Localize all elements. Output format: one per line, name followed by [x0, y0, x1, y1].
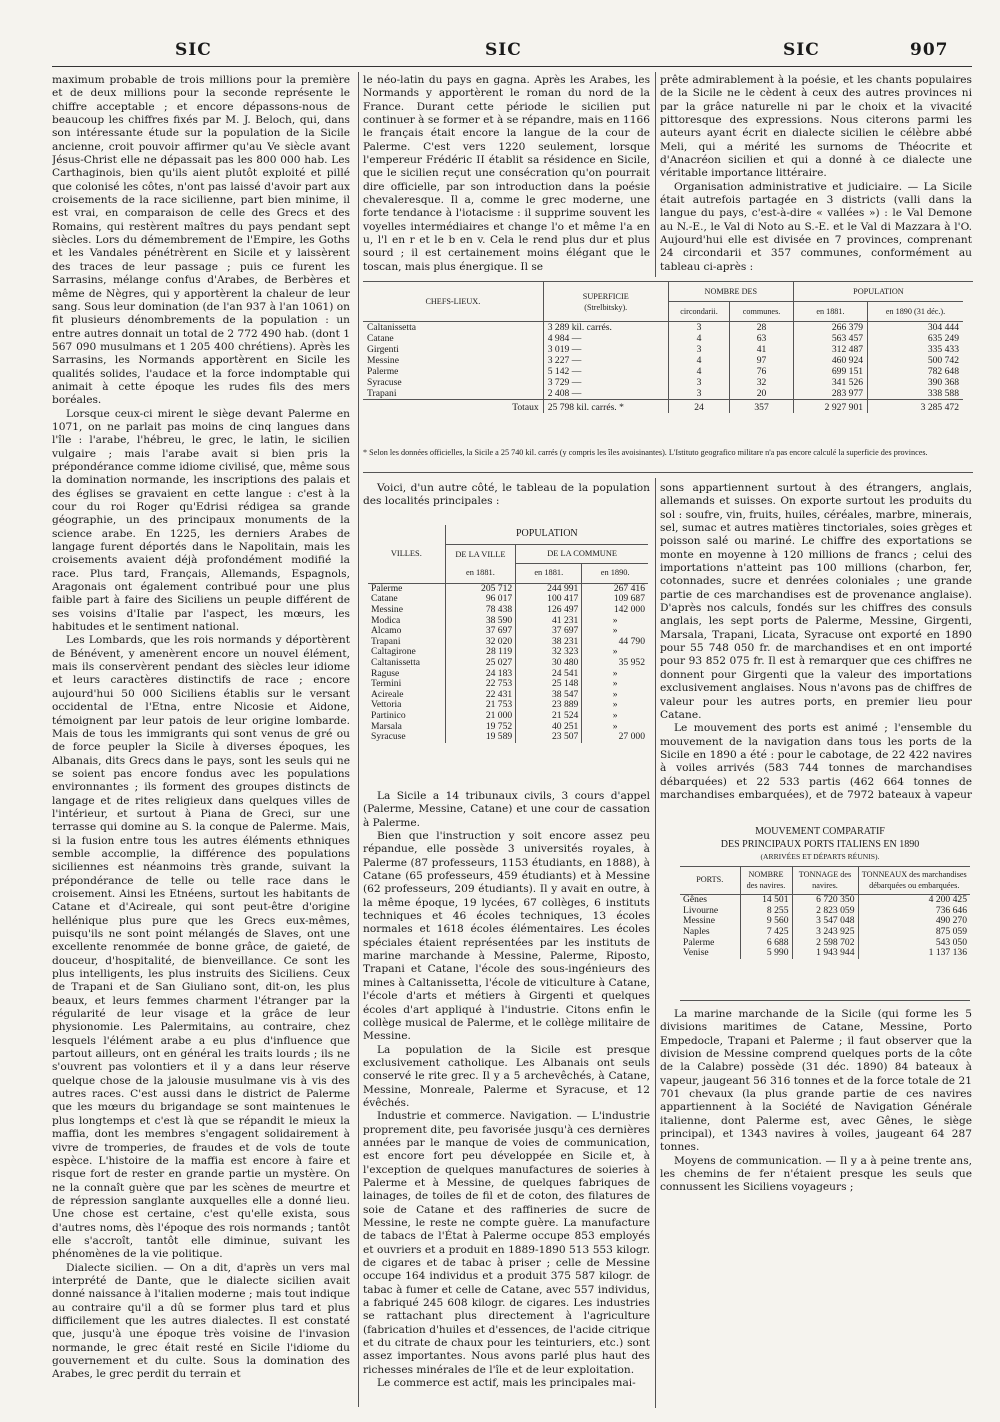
town-name: Acireale: [371, 688, 404, 700]
population-1881: 283 977: [793, 388, 867, 400]
town-name: Syracuse: [371, 731, 406, 743]
pop-commune-1890: 267 416: [582, 583, 648, 594]
paragraph: Organisation administrative et judiciaire. — La Sicile était autrefois partagée en 3 districts (valli dans la langue du pays, c'est-à-dire « vallées ») : le Val Demone au N.-E., le Val di Noto au S.-E. et le Val di Mazzara à l'O. Aujourd'hui elle est divisée en 7 provinces, comprenant 24 circondarii et 357 communes, conformément au tableau ci-après :: [660, 180, 972, 273]
population-1881: 266 379: [793, 322, 867, 334]
column-3-top: [660, 74, 972, 279]
paragraph: sons appartiennent surtout à des étrangers, anglais, allemands et suisses. On exporte surtout les produits du sol : soufre, vin, fruits, huiles, céréales, marbre, minerais, sel, sumac et autres matières tinctoriales, soies grèges et poisson salé ou mariné. Le chiffre des exportations se monte en moyenne à 120 millions de francs ; celui des importations n'atteint pas 100 millions (charbon, fer, cotonnades, sucre et denrées coloniales ; une grande partie de ces marchandises est de provenance anglaise). D'après nos calculs, fondés sur les chiffres des consuls anglais, les sept ports de Palerme, Messine, Girgenti, Marsala, Trapani, Licata, Syracuse ont exporté en 1890 pour 55 748 050 fr. de marchandises et en ont importé pour 93 852 075 fr. Il est à remarquer que ces chiffres ne donnent pour Girgenti que la valeur des importations exclusivement anglaises. Nous n'avons pas de chiffres de valeur pour les autres ports, en premier lieu pour Catane.: [660, 482, 972, 721]
running-head-left: SIC: [175, 40, 212, 60]
pop-ville-1881: 38 590: [445, 616, 516, 627]
circondarii: 3: [668, 377, 729, 388]
table-row: [363, 366, 963, 377]
population-1881: 563 457: [793, 333, 867, 344]
col-header-1881: en 1881.: [793, 302, 867, 322]
superficie: 4 984 —: [543, 333, 668, 344]
paragraph: Le commerce est actif, mais les principales mai-: [377, 1377, 636, 1390]
localities-table: [368, 525, 648, 743]
pop-commune-1881: 21 524: [516, 711, 582, 722]
tonnage: 2 598 702: [792, 938, 858, 949]
pop-commune-1890: »: [582, 647, 648, 658]
col-header-tonneaux: TONNEAUX des marchandises débarquées ou embarquées.: [858, 867, 970, 895]
col-header-ports: PORTS.: [680, 867, 740, 895]
paragraph: La population de la Sicile est presque exclusivement catholique. Les Albanais ont seuls conservé le rite grec. Il y a 5 archevêchés, à Catane, Messine, Monreale, Palerme et Syracuse, et 12 évêchés.: [363, 1043, 650, 1109]
province-name: Palerme: [367, 366, 399, 377]
pop-ville-1881: 24 183: [445, 669, 516, 680]
communes: 63: [730, 333, 794, 344]
province-name: Catane: [367, 333, 394, 344]
column-3-mid: [660, 482, 972, 802]
pop-commune-1890: 44 790: [582, 637, 648, 648]
table-row: [363, 333, 963, 344]
table-row: [363, 388, 963, 400]
provinces-table: [363, 282, 963, 413]
pop-commune-1881: 23 889: [516, 700, 582, 711]
town-name: Marsala: [371, 720, 402, 732]
pop-commune-1890: »: [582, 722, 648, 733]
town-name: Alcamo: [371, 625, 402, 637]
col-header-superficie-source: (Strelbitsky).: [584, 302, 628, 312]
col-header-de-la-ville: DE LA VILLE: [445, 544, 516, 564]
pop-ville-1881: 78 438: [445, 605, 516, 616]
tonnage: 3 243 925: [792, 927, 858, 938]
town-name: Raguse: [371, 667, 400, 679]
pop-commune-1890: »: [582, 616, 648, 627]
superficie: 3 729 —: [543, 377, 668, 388]
pop-commune-1881: 100 417: [516, 594, 582, 605]
circondarii: 3: [668, 322, 729, 334]
town-name: Modica: [371, 614, 401, 626]
paragraph: La marine marchande de la Sicile (qui forme les 5 divisions maritimes de Catane, Messine, Porto Empedocle, Trapani et Palerme ; il faut observer que la division de Messine comprend quelques ports de la côte de la Calabre) possède (31 déc. 1890) 84 bateaux à vapeur, jaugeant 56 316 tonnes et de la force totale de 21 701 chevaux (la plus grande partie de ces navires appartiennent à la Société de Navigation Générale italienne, dont Palerme est, avec Gênes, le siège principal), et 1343 navires à voiles, jaugeant 64 287 tonnes.: [660, 1008, 972, 1154]
pop-commune-1881: 38 547: [516, 690, 582, 701]
page-number: 907: [910, 40, 949, 60]
pop-ville-1881: 21 000: [445, 711, 516, 722]
col-header-population: POPULATION: [445, 525, 648, 544]
table3-subtitle: (ARRIVÉES ET DÉPARTS RÉUNIS).: [760, 852, 880, 861]
navires-count: 7 425: [740, 927, 792, 938]
town-name: Palerme: [371, 582, 403, 594]
pop-ville-1881: 19 752: [445, 722, 516, 733]
total-pop-1890: 3 285 472: [868, 400, 963, 414]
total-communes: 357: [730, 400, 794, 414]
col-header-population: POPULATION: [793, 282, 963, 302]
paragraph: le néo-latin du pays en gagna. Après les Arabes, les Normands y apportèrent le roman du nord de la France. Durant cette période le sicilien put continuer à se former et à se répandre, mais en 1166 le français était encore la langue de la cour de Palerme. C'est vers 1220 seulement, lorsque l'empereur Frédéric II établit sa résidence en Sicile, que le sicilien reçut une consécration qu'on pourrait dire officielle, par son introduction dans la poésie chevaleresque. Il a, comme le grec moderne, une forte tendance à l'iotacisme : il supprime souvent les voyelles intermédiaires et change l'o et même l'a en u, l'l en r et le b en v. Cela le rend plus dur et plus sourd ; il est certainement moins élégant que le toscan, mais plus énergique. Il se: [363, 74, 650, 273]
pop-commune-1881: 25 148: [516, 679, 582, 690]
paragraph: La Sicile a 14 tribunaux civils, 3 cours d'appel (Palerme, Messine, Catane) et une cour de cassation à Palerme.: [363, 790, 650, 829]
column-divider: [655, 72, 656, 277]
superficie: 3 289 kil. carrés.: [543, 322, 668, 334]
port-name: Naples: [683, 925, 710, 937]
pop-commune-1881: 24 541: [516, 669, 582, 680]
col-header-nombre: NOMBRE des navires.: [740, 867, 792, 895]
table-row: [363, 377, 963, 388]
superficie: 3 227 —: [543, 355, 668, 366]
port-name: Gênes: [683, 894, 707, 906]
circondarii: 4: [668, 333, 729, 344]
col-header-chefs-lieux: CHEFS-LIEUX.: [363, 282, 543, 322]
communes: 97: [730, 355, 794, 366]
pop-ville-1881: 22 431: [445, 690, 516, 701]
column-divider: [655, 478, 656, 1408]
col-header-tonnage: TONNAGE des navires.: [792, 867, 858, 895]
superficie: 5 142 —: [543, 366, 668, 377]
section-rule: [363, 472, 973, 473]
paragraph: maximum probable de trois millions pour la première et de deux millions pour la seconde représente le chiffre acceptable ; et encore dépassons-nous de beaucoup les chiffres fixés par M. J. Beloch, qui, dans son intéressante étude sur la population de la Sicile ancienne, croit pouvoir affirmer qu'au Ve siècle avant Jésus-Christ elle ne dépassait pas les 800 000 hab. Les Carthaginois, bien qu'ils aient plutôt exploité et pillé que colonisé les côtes, n'ont pas laissé d'avoir part aux croisements de la race sicilienne, part bien minime, il est vrai, en comparaison de celle des Grecs et des Romains, qui restèrent maîtres du pays pendant sept siècles. Lors du démembrement de l'Empire, les Goths et les Vandales pénétrèrent en Sicile et y laissèrent des traces de leur passage ; puis ce furent les Sarrasins, mélange confus d'Arabes, de Berbères et même de Nègres, qui y apportèrent la chaleur de leur sang. Sous leur domination (de l'an 937 à l'an 1061) on fit plusieurs dénombrements de la population : un entre autres donnait un total de 2 772 490 hab. (dont 1 567 090 musulmans et 1 205 400 chrétiens). Après les Sarrasins, les Normands apportèrent en Sicile les qualités solides, l'audace et la force indomptable qui animait à cette époque les rudes fils des mers boréales.: [52, 74, 350, 407]
col-header-communes: communes.: [730, 302, 794, 322]
circondarii: 4: [668, 366, 729, 377]
tonneaux: 1 137 136: [858, 948, 970, 959]
tonneaux: 736 646: [858, 906, 970, 917]
pop-commune-1890: »: [582, 700, 648, 711]
table-row: [680, 948, 970, 959]
column-2-intro: [363, 482, 650, 522]
running-head-right: SIC: [783, 40, 820, 60]
population-1890: 338 588: [868, 388, 963, 400]
totals-label: Totaux: [363, 400, 543, 414]
pop-ville-1881: 21 753: [445, 700, 516, 711]
tonnage: 6 720 350: [792, 895, 858, 906]
town-name: Caltanissetta: [371, 656, 421, 668]
circondarii: 4: [668, 355, 729, 366]
table-row: [680, 927, 970, 938]
tonneaux: 4 200 425: [858, 895, 970, 906]
communes: 41: [730, 344, 794, 355]
column-1: [52, 74, 350, 1409]
province-name: Girgenti: [367, 344, 399, 355]
port-name: Venise: [683, 947, 709, 959]
paragraph: Dialecte sicilien. — On a dit, d'après un vers mal interprété de Dante, que le dialecte sicilien avait donné naissance à l'italien moderne ; mais tout indique au contraire qu'il a dû se former plus tard et plus difficilement que les autres dialectes. Il est constaté que, jusqu'à une époque très voisine de l'invasion normande, le grec était resté en Sicile l'idiome du gouvernement et du culte. Sous la domination des Arabes, le grec perdit du terrain et: [52, 1261, 350, 1381]
table-row: [363, 355, 963, 366]
town-name: Termini: [371, 678, 402, 690]
col-header-nombre: NOMBRE DES: [668, 282, 793, 302]
town-name: Messine: [371, 603, 403, 615]
paragraph: Le mouvement des ports est animé ; l'ensemble du mouvement de la navigation dans tous les ports de la Sicile en 1890 a été : pour le cabotage, de 22 422 navires à voiles arrivés (583 744 tonnes de marchandises débarquées) et 22 533 partis (462 664 tonnes de marchandises embarquées), et de 7972 bateaux à vapeur: [660, 722, 972, 801]
population-1881: 460 924: [793, 355, 867, 366]
table-row: [368, 605, 648, 616]
pop-commune-1881: 126 497: [516, 605, 582, 616]
paragraph: Bien que l'instruction y soit encore assez peu répandue, elle possède 3 universités royales, à Palerme (87 professeurs, 1153 étudiants, en 1888), à Catane (65 professeurs, 459 étudiants) et à Messine (62 professeurs, 209 étudiants). Il y avait en outre, à la même époque, 19 lycées, 67 collèges, 6 instituts techniques et 46 écoles techniques, 13 écoles normales et 1618 écoles élémentaires. Les écoles spéciales étaient représentées par les instituts de marine marchande à Messine, Palerme, Riposto, Trapani et Catane, l'école des sous-ingénieurs des mines à Caltanissetta, l'école de viticulture à Catane, l'école d'arts et métiers à Girgenti et quelques écoles d'art appliqué à l'industrie. Citons enfin le collège musical de Palerme, et le collège militaire de Messine.: [363, 830, 650, 1043]
pop-commune-1890: 35 952: [582, 658, 648, 669]
pop-commune-1890: 27 000: [582, 732, 648, 743]
col-header-commune-1890: en 1890.: [582, 564, 648, 584]
navires-count: 8 255: [740, 906, 792, 917]
circondarii: 3: [668, 388, 729, 400]
tonneaux: 543 050: [858, 938, 970, 949]
port-name: Messine: [683, 915, 715, 927]
tonnage: 2 823 059: [792, 906, 858, 917]
col-header-commune-1881: en 1881.: [516, 564, 582, 584]
tonneaux: 490 270: [858, 916, 970, 927]
column-2-bottom: [363, 790, 650, 1410]
total-circondarii: 24: [668, 400, 729, 414]
running-head-center: SIC: [485, 40, 522, 60]
pop-commune-1881: 38 231: [516, 637, 582, 648]
population-1890: 635 249: [868, 333, 963, 344]
pop-commune-1890: »: [582, 711, 648, 722]
circondarii: 3: [668, 344, 729, 355]
paragraph: Les Lombards, que les rois normands y déportèrent de Bénévent, y amenèrent encore un nouvel élément, mais ils conservèrent pendant des siècles leur idiome et leurs caractères distinctifs de race ; encore aujourd'hui 50 000 Siciliens établis sur le versant occidental de l'Etna, entre Nicosie et Aidone, témoignent par leur patois de leur origine lombarde. Mais de tous les immigrants qui sont venus de gré ou de force peupler la Sicile à diverses époques, les Albanais, dits Grecs dans le pays, sont les seuls qui ne se soient pas encore fondus avec les populations environnantes ; ils forment des groupes distincts de langage et de rites religieux dans quelques villes de l'intérieur, et surtout à Piana de Greci, sur une terrasse qui domine au S. la conque de Palerme. Mais, si la fusion entre tous les autres éléments ethniques semble accomplie, la différence des populations siciliennes est néanmoins très grande, suivant la prépondérance de telle ou telle race dans le croisement. Ainsi les Etnéens, surtout les habitants de Catane et d'Acireale, qui sont peut-être d'origine hellénique plus pure que les Grecs eux-mêmes, puisqu'ils ne sont point mélangés de Slaves, ont une excellente renommée de bonne grâce, de gaieté, de douceur, d'hospitalité, de bienveillance. Ce sont les plus intelligents, les plus instruits des Siciliens. Ceux de Trapani et de San Giuliano sont, dit-on, les plus beaux, et leurs femmes charment l'étranger par la régularité de leur visage et la grâce de leur physionomie. Les Palermitains, au contraire, chez lesquels l'élément arabe a eu plus d'influence que partout ailleurs, ont en général les traits lourds ; ils ne s'ouvrent pas volontiers et il y a dans leur réserve quelque chose de la jalousie musulmane vis à vis des autres races. C'est aussi dans le district de Palerme que les mœurs du brigandage se sont maintenues le plus longtemps et c'est là que se répandit le mieux la maffia, dont les membres s'engagent solidairement à vivre de tromperies, de fraudes et de vols de toute espèce. L'histoire de la maffia est encore à faire et risque fort de rester en grande partie un mystère. On ne la connaît guère que par les scènes de meurtre et de répression sanglante auxquelles elle a donné lieu. Une chose est certaine, c'est qu'elle exista, sous d'autres noms, dès l'époque des rois normands ; tantôt elle s'accroît, tantôt elle diminue, suivant les phénomènes de la vie politique.: [52, 634, 350, 1261]
tonnage: 1 943 944: [792, 948, 858, 959]
navires-count: 9 560: [740, 916, 792, 927]
province-name: Trapani: [367, 388, 397, 399]
pop-commune-1881: 32 323: [516, 647, 582, 658]
totals-row: [363, 400, 963, 414]
column-2-top: [363, 74, 650, 279]
tonnage: 3 547 048: [792, 916, 858, 927]
province-name: Messine: [367, 355, 399, 366]
paragraph: Voici, d'un autre côté, le tableau de la population des localités principales :: [363, 482, 650, 508]
ports-table: [680, 866, 970, 959]
paragraph: Moyens de communication. — Il y a à peine trente ans, les chemins de fer n'étaient presque les seuls que connussent les Siciliens voyageurs ;: [660, 1154, 972, 1194]
table-row: [363, 344, 963, 355]
province-name: Syracuse: [367, 377, 402, 388]
population-1890: 335 433: [868, 344, 963, 355]
pop-commune-1881: 244 991: [516, 583, 582, 594]
pop-ville-1881: 25 027: [445, 658, 516, 669]
paragraph: prête admirablement à la poésie, et les chants populaires de la Sicile ne le cèdent à ceux des autres provinces ni par la grâce naturelle ni par le choix et la vivacité pittoresque des expressions. Nous citerons parmi les auteurs ayant écrit en dialecte sicilien le célèbre abbé Meli, qui a mérité les surnoms de Théocrite et d'Anacréon sicilien et qui a donné à ce dialecte une véritable importance littéraire.: [660, 74, 972, 180]
population-1890: 304 444: [868, 322, 963, 334]
col-header-1890: en 1890 (31 déc.).: [868, 302, 963, 322]
column-divider: [358, 72, 359, 1407]
table-row: [368, 658, 648, 669]
town-name: Catane: [371, 593, 398, 605]
pop-ville-1881: 96 017: [445, 594, 516, 605]
pop-commune-1890: »: [582, 626, 648, 637]
tonneaux: 875 059: [858, 927, 970, 938]
table3-bottom-rule: [680, 1000, 970, 1001]
table-row: [363, 322, 963, 334]
pop-ville-1881: 28 119: [445, 647, 516, 658]
col-header-superficie-label: SUPERFICIE: [582, 291, 629, 301]
pop-commune-1890: 109 687: [582, 594, 648, 605]
pop-commune-1881: 37 697: [516, 626, 582, 637]
col-header-villes: VILLES.: [368, 525, 445, 583]
pop-ville-1881: 205 712: [445, 583, 516, 594]
pop-ville-1881: 32 020: [445, 637, 516, 648]
pop-commune-1890: »: [582, 669, 648, 680]
table3-title: MOUVEMENT COMPARATIF: [755, 826, 885, 837]
population-1881: 699 151: [793, 366, 867, 377]
table3-title-2: DES PRINCIPAUX PORTS ITALIENS EN 1890: [720, 839, 920, 850]
town-name: Trapani: [371, 635, 401, 647]
pop-ville-1881: 22 753: [445, 679, 516, 690]
port-name: Livourne: [683, 904, 719, 916]
header-rule: [52, 66, 972, 67]
pop-ville-1881: 37 697: [445, 626, 516, 637]
pop-commune-1881: 41 231: [516, 616, 582, 627]
total-pop-1881: 2 927 901: [793, 400, 867, 414]
paragraph: Industrie et commerce. Navigation. — L'industrie proprement dite, peu favorisée jusqu'à ces dernières années par le manque de voies de communication, est encore fort peu développée en Sicile et, à l'exception de quelques manufactures de soieries à Palerme et à Messine, de quelques fabriques de lainages, de toiles de fil et de coton, des filatures de soie de Catane et des raffineries de sucre de Messine, le reste ne compte guère. La manufacture de tabacs de l'État à Palerme occupe 853 employés et ouvriers et a produit en 1889-1890 513 553 kilogr. de cigares et de tabac à priser ; celle de Messine occupe 164 individus et a produit 375 587 kilogr. de tabac à fumer et celle de Catane, avec 557 individus, a fabriqué 245 608 kilogr. de cigares. Les industries se rattachant plus directement à l'agriculture (fabrication d'huiles et d'essences, de l'acide citrique et du citrate de chaux pour les teinturiers, etc.) sont assez importantes. Nous avons parlé plus haut des richesses minérales de l'île et de leur exploitation.: [363, 1110, 650, 1376]
population-1890: 782 648: [868, 366, 963, 377]
pop-commune-1890: »: [582, 679, 648, 690]
col-header-superficie: [543, 282, 668, 322]
pop-commune-1881: 30 480: [516, 658, 582, 669]
population-1881: 312 487: [793, 344, 867, 355]
superficie: 3 019 —: [543, 344, 668, 355]
pop-commune-1890: 142 000: [582, 605, 648, 616]
province-name: Caltanissetta: [367, 322, 417, 333]
communes: 20: [730, 388, 794, 400]
col-header-circondarii: circondarii.: [668, 302, 729, 322]
navires-count: 14 501: [740, 895, 792, 906]
table-row: [368, 711, 648, 722]
navires-count: 6 688: [740, 938, 792, 949]
total-superficie: 25 798 kil. carrés. *: [543, 400, 668, 414]
pop-ville-1881: 19 589: [445, 732, 516, 743]
port-name: Palerme: [683, 936, 715, 948]
population-1890: 390 368: [868, 377, 963, 388]
paragraph: Lorsque ceux-ci mirent le siège devant Palerme en 1071, on ne parlait pas moins de cinq langues dans l'île : l'arabe, l'hébreu, le grec, le latin, le sicilien vulgaire ; mais l'arabe avait si bien pris la prépondérance comme idiome civilisé, que, même sous la domination normande, les inscriptions des palais et des églises se gravaient en cette langue : c'est à la cour du roi Roger qu'Edrisi rédigea sa grande géographie, un des principaux monuments de la science arabe. En 1225, les derniers Arabes de langage furent déportés dans le Napolitain, mais les croisements avaient déjà profondément modifié la race. Plus tard, Français, Allemands, Espagnols, Aragonais ont également contribué pour une plus faible part à faire des Siciliens un peuple différent de ses voisins d'Italie par l'aspect, les mœurs, les habitudes et le sentiment national.: [52, 407, 350, 634]
pop-commune-1890: »: [582, 690, 648, 701]
table-row: [368, 732, 648, 743]
population-1890: 500 742: [868, 355, 963, 366]
column-3-bottom: [660, 1008, 972, 1410]
pop-commune-1881: 40 251: [516, 722, 582, 733]
table-footnote: * Selon les données officielles, la Sicile a 25 740 kil. carrés (y compris les îles avoisinantes). L'Istituto geografico militare n'a pas encore calculé la superficie des provinces.: [363, 448, 928, 457]
col-header-de-la-commune: DE LA COMMUNE: [516, 544, 648, 564]
pop-commune-1881: 23 507: [516, 732, 582, 743]
town-name: Partinico: [371, 709, 406, 721]
communes: 32: [730, 377, 794, 388]
town-name: Caltagirone: [371, 646, 416, 658]
population-1881: 341 526: [793, 377, 867, 388]
communes: 76: [730, 366, 794, 377]
town-name: Vettoria: [371, 699, 402, 711]
superficie: 2 408 —: [543, 388, 668, 400]
col-header-ville-1881: en 1881.: [445, 564, 516, 584]
communes: 28: [730, 322, 794, 334]
navires-count: 5 990: [740, 948, 792, 959]
